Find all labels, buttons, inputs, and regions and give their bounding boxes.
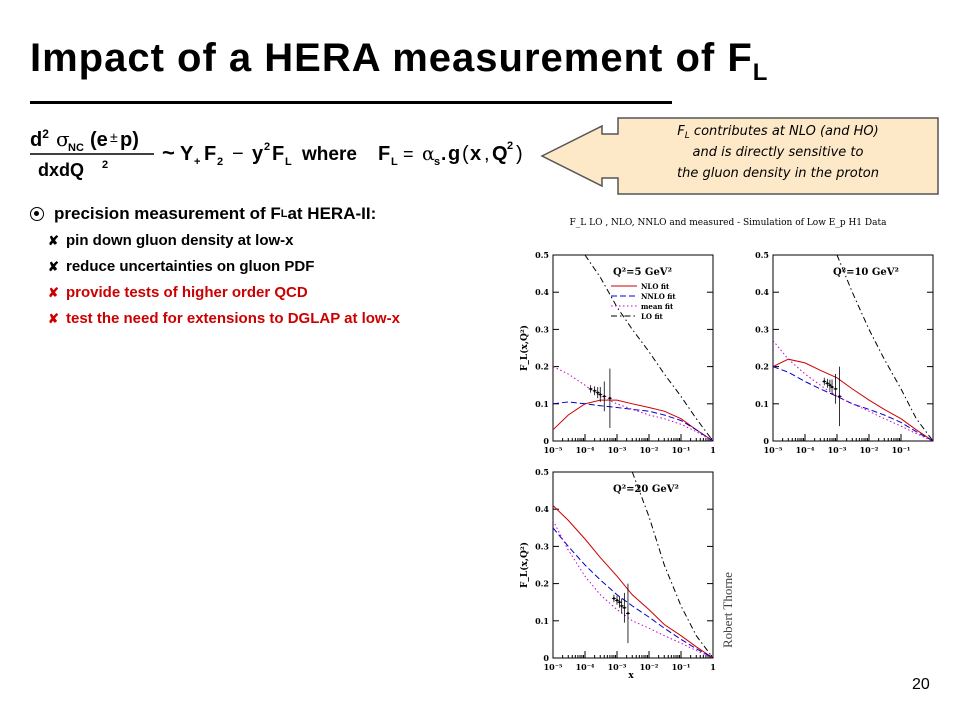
callout-line-2: and is directly sensitive to: [692, 145, 864, 160]
legend-label: LO fit: [641, 312, 663, 321]
plot-frame: [553, 472, 713, 658]
svg-text:Y: Y: [180, 143, 194, 165]
series-line-nlo-fit: [553, 400, 713, 441]
y-tick-label: 0.1: [535, 398, 549, 409]
cross-icon: ✘: [48, 310, 59, 326]
svg-text:d2: $d^2$: [30, 127, 49, 151]
sub-bullet-1: ✘ pin down gluon density at low-x: [48, 232, 294, 249]
svg-text:2: 2: [217, 156, 224, 168]
callout-line-3: the gluon density in the proton: [677, 166, 879, 181]
y-tick-label: 0.3: [535, 541, 549, 552]
svg-text:where: where: [302, 144, 357, 165]
data-point: [597, 391, 599, 393]
y-tick-label: 0.2: [535, 361, 549, 372]
svg-text:2: 2: [264, 141, 271, 153]
data-point: [603, 395, 605, 397]
y-tick-label: 0: [763, 436, 769, 446]
figure-supertitle: F_L LO , NLO, NNLO and measured - Simulation of Low E_p H1 Data: [569, 218, 887, 228]
y-tick-label: 0.2: [755, 361, 769, 372]
y-axis-label: F_L(x,Q²): [520, 324, 530, 372]
svg-text:NC: NC: [68, 142, 84, 154]
x-tick-label: 10⁻⁵: [543, 662, 563, 672]
svg-text:α: α: [422, 143, 435, 165]
legend-label: NLO fit: [641, 282, 670, 291]
data-point: [823, 380, 825, 382]
sub-bullet-4: ✘ test the need for extensions to DGLAP at low-x: [48, 310, 400, 327]
title-main: Impact of a HERA measurement of F: [30, 36, 753, 80]
bullet-dot-icon: [30, 207, 44, 221]
legend-label: NNLO fit: [641, 292, 676, 301]
svg-text:+: +: [194, 156, 201, 168]
series-line-nlo-fit: [553, 506, 713, 659]
svg-text:−: −: [232, 143, 244, 165]
svg-text:σ: σ: [56, 127, 70, 151]
y-axis-label: F_L(x,Q²): [520, 541, 530, 589]
chart-title: Q²=20 GeV²: [613, 484, 679, 495]
data-point: [838, 395, 840, 397]
y-tick-label: 0.3: [755, 324, 769, 335]
cross-section-formula: [28, 118, 528, 190]
x-tick-label: 10⁻²: [639, 445, 659, 455]
y-tick-label: 0.4: [535, 504, 549, 515]
svg-text:x: x: [470, 143, 482, 165]
svg-text:F: F: [204, 143, 217, 165]
svg-text:L: L: [285, 156, 292, 168]
svg-text:.: .: [441, 144, 447, 165]
data-point: [593, 390, 595, 392]
svg-text:F: F: [272, 143, 285, 165]
cross-icon: ✘: [48, 232, 59, 248]
x-tick-label: 10⁻¹: [671, 445, 691, 455]
svg-text:~: ~: [162, 140, 175, 165]
bullet-list: [30, 204, 500, 336]
x-tick-label: 10⁻⁴: [575, 445, 595, 455]
x-axis-label: x: [628, 671, 634, 681]
svg-text:g: g: [448, 143, 461, 165]
callout-line-1: $F_L$ contributes at NLO (and HO): [677, 124, 879, 141]
y-tick-label: 0: [543, 436, 549, 446]
chart-panel-2: [735, 245, 945, 465]
x-tick-label: 10⁻²: [639, 662, 659, 672]
data-point: [623, 607, 625, 609]
main-bullet: precision measurement of F L at HERA-II:: [30, 204, 500, 224]
page-number: 20: [912, 676, 930, 693]
series-line-mean-fit: [773, 341, 933, 441]
slide-title: [30, 36, 768, 87]
data-point: [829, 384, 831, 386]
chart-panel-3: [515, 462, 725, 684]
y-tick-label: 0.3: [535, 324, 549, 335]
plot-frame: [553, 255, 713, 441]
data-point: [831, 386, 833, 388]
sub-bullet-2: ✘ reduce uncertainties on gluon PDF: [48, 258, 315, 275]
y-tick-label: 0.4: [755, 287, 769, 298]
x-tick-label: 10⁻⁴: [795, 445, 815, 455]
y-tick-label: 0.1: [535, 615, 549, 626]
data-point: [599, 393, 601, 395]
data-point: [616, 599, 618, 601]
svg-text:2: 2: [507, 140, 514, 152]
series-line-mean-fit: [553, 520, 713, 658]
x-tick-label: 10⁻¹: [891, 445, 911, 455]
sub-bullet-list: [30, 232, 500, 327]
series-line-nlo-fit: [773, 359, 933, 441]
svg-text:,: ,: [484, 143, 490, 165]
data-point: [618, 601, 620, 603]
svg-text:(: (: [462, 143, 469, 165]
series-line-nnlo-fit: [553, 528, 713, 658]
data-point: [589, 388, 591, 390]
x-tick-label: 10⁻⁵: [763, 445, 783, 455]
plot-frame: [773, 255, 933, 441]
x-tick-label: 10⁻¹: [671, 662, 691, 672]
data-point: [627, 612, 629, 614]
legend-label: mean fit: [641, 302, 674, 311]
x-tick-label: 10⁻²: [859, 445, 879, 455]
x-tick-label: 1: [710, 445, 716, 455]
data-point: [609, 397, 611, 399]
svg-text:(e: (e: [90, 129, 108, 151]
sub-bullet-3: ✘ provide tests of higher order QCD: [48, 284, 308, 301]
x-tick-label: 10⁻⁵: [543, 445, 563, 455]
y-tick-label: 0.2: [535, 578, 549, 589]
y-tick-label: 0.1: [755, 398, 769, 409]
series-line-lo-fit: [837, 255, 933, 441]
data-point: [613, 597, 615, 599]
title-subscript: L: [752, 59, 769, 86]
chart-title: Q²=5 GeV²: [613, 267, 672, 278]
x-tick-label: 10⁻³: [827, 445, 847, 455]
x-tick-label: 10⁻⁴: [575, 662, 595, 672]
data-point: [620, 605, 622, 607]
svg-text:y: y: [252, 143, 264, 165]
svg-text:Q: Q: [492, 143, 508, 165]
y-tick-label: 0.4: [535, 287, 549, 298]
chart-panel-1: [515, 245, 725, 465]
cross-icon: ✘: [48, 258, 59, 274]
svg-text:F: F: [378, 143, 391, 165]
chart-title: Q²=10 GeV²: [833, 267, 899, 278]
x-tick-label: 10⁻³: [607, 445, 627, 455]
data-point: [826, 382, 828, 384]
x-tick-label: 10⁻³: [607, 662, 627, 672]
y-tick-label: 0.5: [535, 250, 549, 260]
svg-text:2: 2: [102, 159, 109, 171]
svg-text:p): p): [120, 129, 139, 151]
svg-text:±: ±: [110, 129, 118, 145]
svg-text:dxdQ: dxdQ: [38, 160, 85, 180]
callout-arrow: [540, 116, 942, 196]
x-tick-label: 1: [710, 662, 716, 672]
title-rule: [30, 101, 672, 104]
y-tick-label: 0.5: [535, 467, 549, 477]
cross-icon: ✘: [48, 284, 59, 300]
y-tick-label: 0: [543, 653, 549, 663]
author-credit: Robert Thorne: [720, 572, 735, 648]
svg-text:L: L: [391, 156, 398, 168]
svg-text:): ): [516, 143, 523, 165]
y-tick-label: 0.5: [755, 250, 769, 260]
svg-text:=: =: [403, 144, 414, 164]
svg-text:s: s: [434, 156, 441, 168]
data-point: [834, 388, 836, 390]
